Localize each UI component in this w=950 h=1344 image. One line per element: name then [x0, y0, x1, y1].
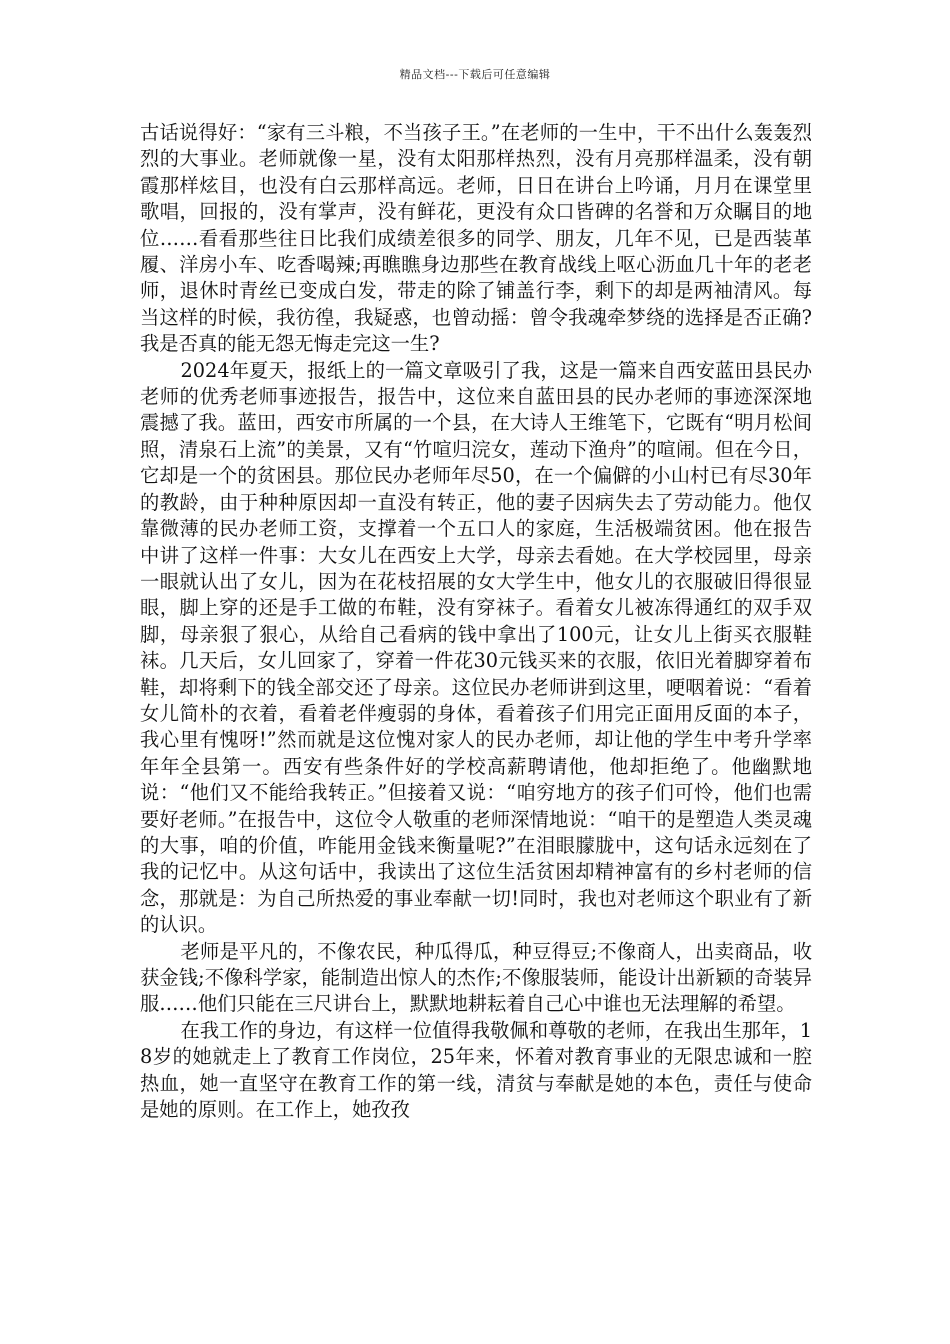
paragraph-4: 在我工作的身边，有这样一位值得我敬佩和尊敬的老师，在我出生那年，18岁的她就走上了教育工作岗位，25年来，怀着对教育事业的无限忠诚和一腔热血，她一直坚守在教育工作的第一线，清贫与奉献是她的本色，责任与使命是她的原则。在工作上，她孜孜	[140, 1018, 812, 1122]
paragraph-2: 2024年夏天，报纸上的一篇文章吸引了我，这是一篇来自西安蓝田县民办老师的优秀老师事迹报告，报告中，这位来自蓝田县的民办老师的事迹深深地震撼了我。蓝田，西安市所属的一个县，在大诗人王维笔下，它既有“明月松间照，清泉石上流”的美景，又有“竹喧归浣女，莲动下渔舟”的喧闹。但在今日，它却是一个的贫困县。那位民办老师年尽50，在一个偏僻的小山村已有尽30年的教龄，由于种种原因却一直没有转正，他的妻子因病失去了劳动能力。他仅靠微薄的民办老师工资，支撑着一个五口人的家庭，生活极端贫困。他在报告中讲了这样一件事：大女儿在西安上大学，母亲去看她。在大学校园里，母亲一眼就认出了女儿，因为在花枝招展的女大学生中，他女儿的衣服破旧得很显眼，脚上穿的还是手工做的布鞋，没有穿袜子。看着女儿被冻得通红的双手双脚，母亲狠了狠心，从给自己看病的钱中拿出了100元，让女儿上街买衣服鞋袜。几天后，女儿回家了，穿着一件花30元钱买来的衣服，依旧光着脚穿着布鞋，却将剩下的钱全部交还了母亲。这位民办老师讲到这里，哽咽着说：“看着女儿简朴的衣着，看着老伴瘦弱的身体，看着孩子们用完正面用反面的本子，我心里有愧呀!”然而就是这位愧对家人的民办老师，却让他的学生中考升学率年年全县第一。西安有些条件好的学校高薪聘请他，他却拒绝了。他幽默地说：“他们又不能给我转正。”但接着又说：“咱穷地方的孩子们可怜，他们也需要好老师。”在报告中，这位令人敬重的老师深情地说：“咱干的是塑造人类灵魂的大事，咱的价值，咋能用金钱来衡量呢?”在泪眼朦胧中，这句话永远刻在了我的记忆中。从这句话中，我读出了这位生活贫困却精神富有的乡村老师的信念，那就是：为自己所热爱的事业奉献一切!同时，我也对老师这个职业有了新的认识。	[140, 358, 812, 937]
page-header: 精品文档---下载后可任意编辑	[399, 68, 551, 81]
paragraph-1: 古话说得好：“家有三斗粮，不当孩子王。”在老师的一生中，干不出什么轰轰烈烈的大事业。老师就像一星，没有太阳那样热烈，没有月亮那样温柔，没有朝霞那样炫目，也没有白云那样高远。老师，日日在讲台上吟诵，月月在课堂里歌唱，回报的，没有掌声，没有鲜花，更没有众口皆碑的名誉和万众瞩目的地位……看看那些往日比我们成绩差很多的同学、朋友，几年不见，已是西装革履、洋房小车、吃香喝辣;再瞧瞧身边那些在教育战线上呕心沥血几十年的老老师，退休时青丝已变成白发，带走的除了铺盖行李，剩下的却是两袖清风。每当这样的时候，我彷徨，我疑惑，也曾动摇：曾令我魂牵梦绕的选择是否正确?我是否真的能无怨无悔走完这一生?	[140, 121, 812, 356]
document-body	[140, 120, 812, 1123]
paragraph-3: 老师是平凡的，不像农民，种瓜得瓜，种豆得豆;不像商人，出卖商品，收获金钱;不像科学家，能制造出惊人的杰作;不像服装师，能设计出新颖的奇装异服……他们只能在三尺讲台上，默默地耕耘着自己心中谁也无法理解的希望。	[140, 939, 812, 1016]
